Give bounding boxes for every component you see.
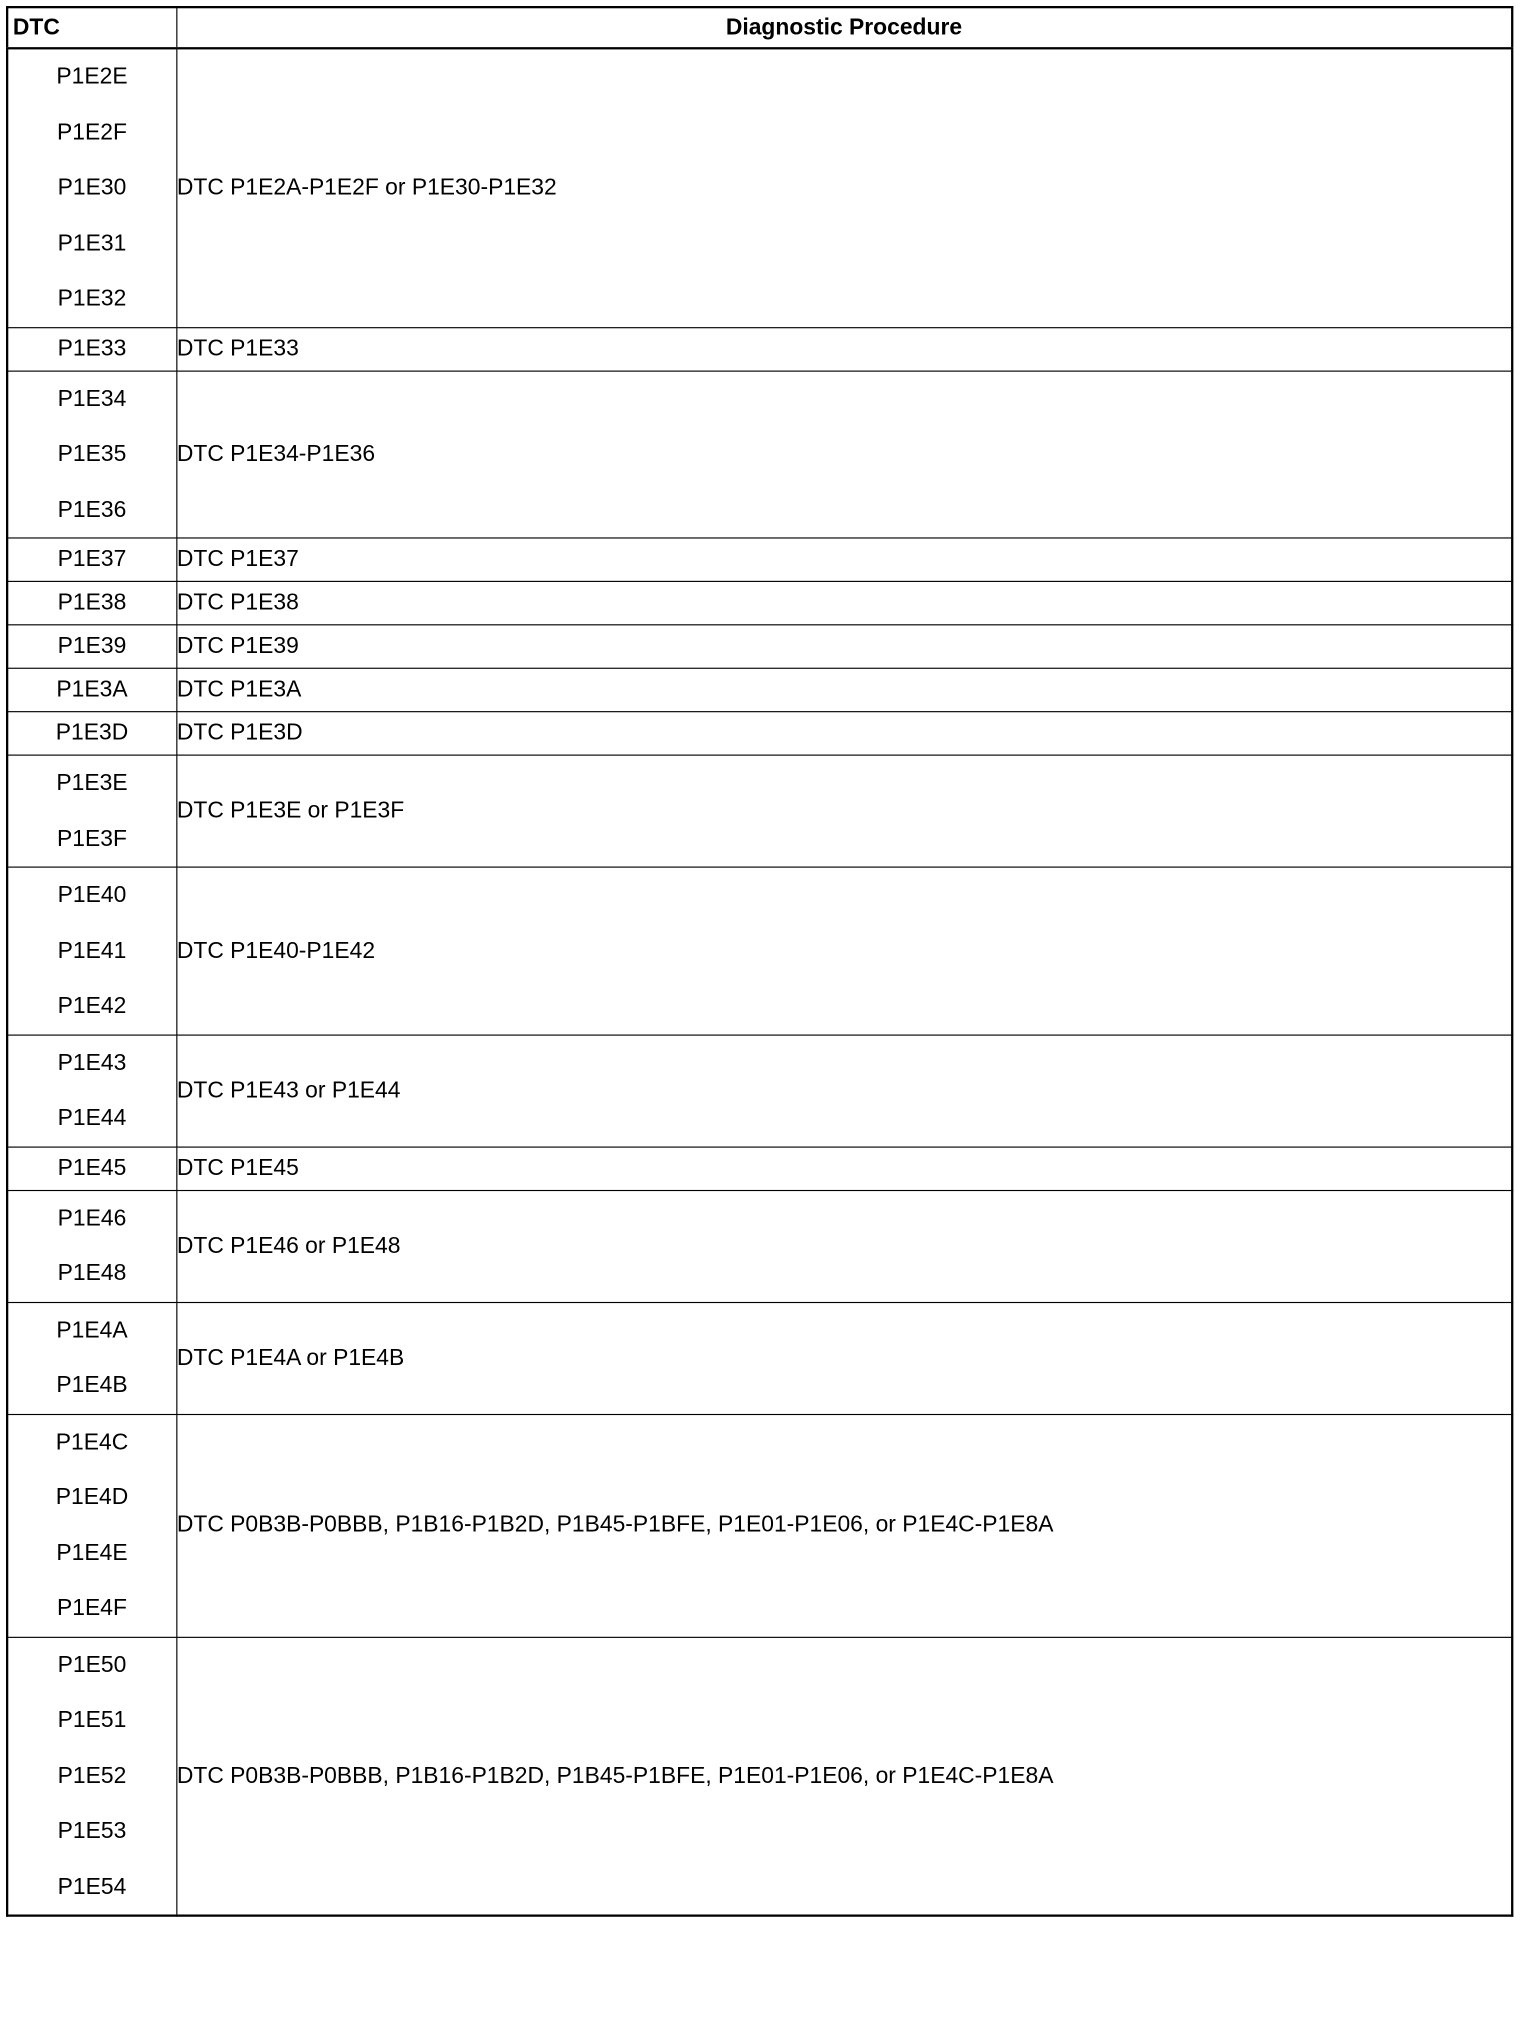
dtc-code: P1E51 [57,1707,127,1733]
dtc-code: P1E4A [56,1317,128,1343]
dtc-code: P1E3F [57,825,127,852]
diagnostic-procedure-cell: DTC P1E40-P1E42 [176,867,1512,1034]
diagnostic-procedure-cell: DTC P1E3E or P1E3F [176,755,1512,867]
dtc-code: P1E46 [57,1205,127,1231]
dtc-code: P1E2E [56,64,128,90]
table-row [7,1637,1512,1916]
diagnostic-procedure-cell: DTC P1E33 [176,327,1512,370]
dtc-code: P1E33 [57,335,127,361]
dtc-codes-cell [7,867,176,1034]
dtc-code: P1E42 [57,993,127,1019]
dtc-code: P1E44 [57,1105,127,1131]
dtc-codes-cell [7,712,176,755]
dtc-code: P1E2F [57,119,127,145]
table-row [7,712,1512,755]
page [6,6,1520,2024]
diagnostic-procedure-cell: DTC P0B3B-P0BBB, P1B16-P1B2D, P1B45-P1BFE, P1E01-P1E06, or P1E4C-P1E8A [176,1414,1512,1637]
dtc-codes-cell [7,1302,176,1414]
dtc-code: P1E36 [57,496,127,522]
dtc-code: P1E45 [57,1155,127,1181]
dtc-codes-cell [7,625,176,668]
dtc-code: P1E38 [57,589,127,616]
dtc-codes-cell [7,371,176,538]
dtc-code: P1E3D [55,720,129,746]
table-row [7,1414,1512,1637]
diagnostic-procedure-cell: DTC P1E4A or P1E4B [176,1302,1512,1414]
dtc-code: P1E4E [56,1540,128,1566]
dtc-codes-cell [7,1147,176,1190]
dtc-codes-cell [7,1190,176,1302]
header-diagnostic-procedure: Diagnostic Procedure [176,7,1512,48]
dtc-code: P1E35 [57,441,127,467]
dtc-code: P1E43 [57,1049,127,1076]
diagnostic-procedure-cell: DTC P1E3A [176,668,1512,711]
diagnostic-procedure-cell: DTC P1E3D [176,712,1512,755]
dtc-code: P1E39 [57,633,127,659]
diagnostic-procedure-cell: DTC P0B3B-P0BBB, P1B16-P1B2D, P1B45-P1BFE, P1E01-P1E06, or P1E4C-P1E8A [176,1637,1512,1916]
table-row [7,1190,1512,1302]
diagnostic-procedure-cell: DTC P1E37 [176,538,1512,581]
dtc-code: P1E52 [57,1763,127,1789]
header-dtc: DTC [7,7,176,48]
table-row [7,538,1512,581]
diagnostic-procedure-cell: DTC P1E2A-P1E2F or P1E30-P1E32 [176,48,1512,327]
dtc-codes-cell [7,668,176,711]
dtc-code: P1E30 [57,175,127,201]
dtc-code: P1E50 [57,1652,127,1678]
table-row [7,1147,1512,1190]
diagnostic-procedure-cell: DTC P1E46 or P1E48 [176,1190,1512,1302]
dtc-code: P1E4B [56,1372,128,1398]
dtc-code: P1E34 [57,385,127,412]
diagnostic-procedure-cell: DTC P1E45 [176,1147,1512,1190]
dtc-code: P1E40 [57,882,127,908]
dtc-procedure-table [6,6,1513,1917]
diagnostic-procedure-cell: DTC P1E39 [176,625,1512,668]
table-row [7,1302,1512,1414]
dtc-code: P1E48 [57,1260,127,1286]
dtc-codes-cell [7,48,176,327]
dtc-code: P1E54 [57,1873,127,1900]
table-row [7,668,1512,711]
dtc-code: P1E37 [57,546,127,572]
dtc-code: P1E41 [57,937,127,964]
dtc-codes-cell [7,327,176,370]
dtc-code: P1E32 [57,285,127,312]
dtc-codes-cell [7,581,176,624]
dtc-codes-cell [7,755,176,867]
diagnostic-procedure-cell: DTC P1E43 or P1E44 [176,1035,1512,1147]
dtc-codes-cell [7,1637,176,1916]
dtc-code: P1E4C [55,1429,129,1455]
dtc-code: P1E3E [56,770,128,796]
table-row [7,371,1512,538]
diagnostic-procedure-cell: DTC P1E34-P1E36 [176,371,1512,538]
table-row [7,48,1512,327]
dtc-code: P1E4F [57,1595,127,1621]
table-row [7,867,1512,1034]
table-body [7,48,1512,1915]
diagnostic-procedure-cell: DTC P1E38 [176,581,1512,624]
dtc-codes-cell [7,538,176,581]
table-row [7,755,1512,867]
table-row [7,625,1512,668]
table-header-row [7,7,1512,48]
dtc-code: P1E3A [56,676,128,702]
dtc-code: P1E53 [57,1818,127,1844]
table-row [7,581,1512,624]
dtc-codes-cell [7,1414,176,1637]
table-row [7,327,1512,370]
table-row [7,1035,1512,1147]
dtc-code: P1E4D [55,1484,129,1510]
dtc-code: P1E31 [57,230,127,256]
dtc-codes-cell [7,1035,176,1147]
